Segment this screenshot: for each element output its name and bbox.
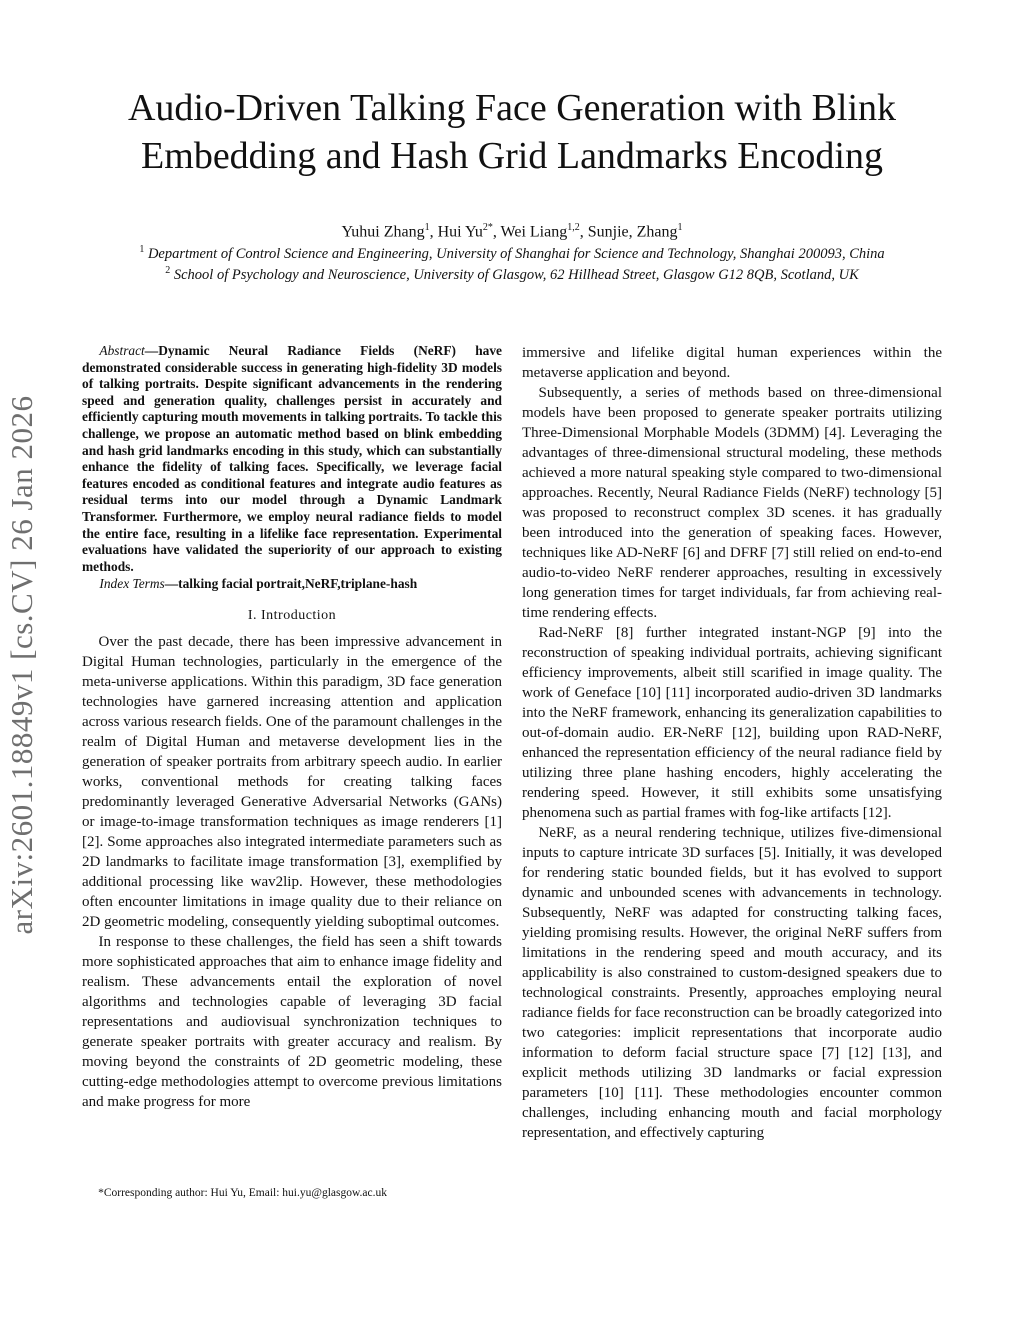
- author-name: Hui Yu: [437, 223, 483, 241]
- paragraph: immersive and lifelike digital human experiences within the metaverse application and beyond.: [522, 345, 942, 381]
- paragraph: Subsequently, a series of methods based on three-dimensional models have been proposed to generate speaker portraits utilizing Three-Dimensional Morphable Models (3DMM) [4]. Leveraging the advantages of three-dimensional structural modeling, these methods achieved a more natural speaking style compared to two-dimensional approaches. Recently, Neural Radiance Fields (NeRF) technology [5] was proposed to reconstruct complex 3D scenes. it has gradually been introduced into the generation of speaking faces. However, techniques like AD-NeRF [6] and DFRF [7] still relied on end-to-end audio-to-video NeRF renderer approaches, resulting in excessively long generation times for target individuals, far from achieving real-time rendering effects.: [522, 385, 942, 621]
- paragraph: Over the past decade, there has been impressive advancement in Digital Human technologies, particularly in the emergence of the meta-universe applications. Within this paradigm, 3D face generation technologies have garnered increasing attention and application across various research fields. One of the paramount challenges in the realm of Digital Human and metaverse development lies in the generation of speaker portraits from arbitrary speech audio. In earlier works, conventional methods for creating talking faces predominantly leveraged Generative Adversarial Networks (GANs) or image-to-image transformation techniques as image renderers [1] [2]. Some approaches also integrated intermediate parameters such as 2D landmarks to facilitate image transformation [3], exemplified by additional processing like wav2lip. However, these methodologies often encounter limitations in image quality due to their reliance on 2D geometric modeling, consequently yielding suboptimal outcomes.: [82, 634, 502, 931]
- abstract-text: —Dynamic Neural Radiance Fields (NeRF) have demonstrated considerable success in generating high-fidelity 3D models of talking portraits. Despite significant advancements in the rendering speed and generation quality, challenges persist in accurately and efficiently capturing mouth movements in talking portraits. To tackle this challenge, we propose an automatic method based on blink embedding and hash grid landmarks encoding in this study, which can substantially enhance the fidelity of talking faces. Specifically, we leverage facial features encoded as conditional features and integrate audio features as residual terms into our model through a Dynamic Landmark Transformer. Furthermore, we employ neural radiance fields to model the entire face, resulting in a lifelike face representation. Experimental evaluations have validated the superiority of our approach to existing methods.: [82, 343, 502, 574]
- index-terms-label: Index Terms: [99, 576, 165, 592]
- paragraph: Rad-NeRF [8] further integrated instant-NGP [9] into the reconstruction of speaking individual portraits, achieving significant efficiency improvements, albeit still scarified in image quality. The work of Geneface [10] [11] incorporated audio-driven 3D landmarks into the NeRF framework, enhancing its generalization capabilities to out-of-domain audio. ER-NeRF [12], building upon RAD-NeRF, enhanced the representation efficiency of the neural radiance field by utilizing three plane hashing encoders, highly accelerating the rendering speed. However, it still exhibits some unsatisfying phenomena such as partial frames with fog-like artifacts [12].: [522, 625, 942, 821]
- author-sup: 2*: [482, 222, 493, 233]
- arxiv-watermark: [0, 0, 40, 1325]
- affiliation-text: Department of Control Science and Engineering, University of Shanghai for Science and Technology, Shanghai 200093, China: [147, 245, 885, 262]
- author-list: Yuhui Zhang$^1$, Hui $Yu^{2*}$, Wei Liang$^{1,2}$, Sunjie, Zhang$^1$: [341, 222, 683, 241]
- title-line-1: Audio-Driven Talking Face Generation with Blink: [127, 87, 897, 129]
- left-column: [82, 343, 502, 1112]
- footnote: *Corresponding author: Hui Yu, Email: hui.yu@glasgow.ac.uk: [98, 1187, 387, 1199]
- index-terms: [82, 575, 502, 592]
- index-terms-text: —talking facial portrait,NeRF,triplane-hash: [164, 576, 418, 592]
- affiliation-num: 2: [165, 265, 171, 276]
- paragraph: NeRF, as a neural rendering technique, utilizes five-dimensional inputs to capture intricate 3D surfaces [5]. Initially, it was developed for rendering static bounded fields, but it has evolved to support dynamic and unbounded scenes with advancements in technology. Subsequently, NeRF was adapted for constructing talking faces, yielding promising results. However, the original NeRF suffers from limitations in the rendering speed and mouth accuracy, and its applicability is also constrained to custom-designed speakers due to technological constraints. Presently, approaches employing neural radiance fields for face reconstruction can be broadly categorized into two categories: implicit representations that incorporate audio information to deform facial structure space [7] [12] [13], and explicit methods utilizing 3D landmarks or facial expression parameters [10] [11]. These methodologies encounter common challenges, including enhancing mouth and facial morphology representation, and effectively capturing: [522, 825, 942, 1141]
- abstract-label: Abstract: [99, 343, 145, 358]
- paragraph: In response to these challenges, the field has seen a shift towards more sophisticated approaches that aim to enhance image fidelity and realism. These advancements entail the exploration of novel algorithms and technologies capable of leveraging 3D facial representations and audiovisual synchronization techniques to generate speaker portraits with greater accuracy and realism. By moving beyond the constraints of 2D geometric modeling, these cutting-edge methodologies attempt to overcome previous limitations and make progress for more: [82, 934, 502, 1111]
- affiliation-2: [60, 265, 964, 284]
- paper-title: [60, 84, 964, 180]
- section-heading: I. Introduction: [247, 608, 337, 624]
- affiliation-1: [60, 244, 964, 263]
- author-name: Wei Liang: [500, 223, 568, 241]
- author-name: Yuhui Zhang: [341, 223, 425, 241]
- right-column: [522, 343, 942, 1143]
- author-sup: 1,2: [567, 222, 580, 233]
- author-name: Sunjie, Zhang: [587, 223, 678, 241]
- affiliation-num: 1: [139, 244, 145, 255]
- arxiv-id: arXiv:2601.18849v1 [cs.CV] 26 Jan 2026: [4, 395, 39, 935]
- author-sup: 1: [677, 222, 683, 233]
- title-line-2: Embedding and Hash Grid Landmarks Encoding: [141, 135, 883, 177]
- abstract: [82, 343, 502, 575]
- affiliation-text: School of Psychology and Neuroscience, University of Glasgow, 62 Hillhead Street, Glasgow G12 8QB, Scotland, UK: [173, 266, 859, 283]
- author-sup: 1: [424, 222, 430, 233]
